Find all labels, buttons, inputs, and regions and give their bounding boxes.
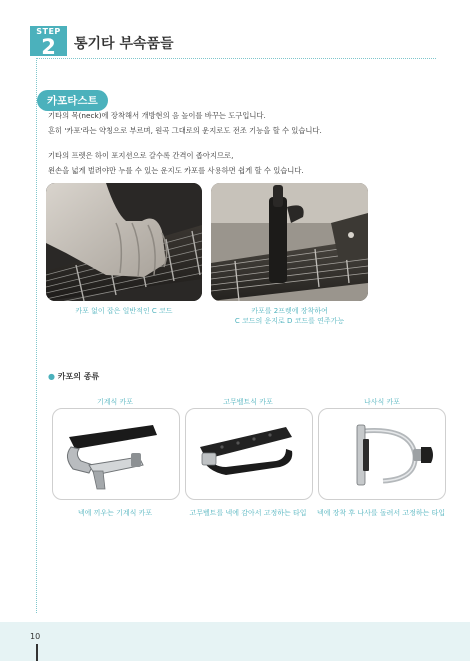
- step-badge: [30, 26, 67, 59]
- page-title: 통기타 부속품들: [74, 36, 174, 52]
- rubber-belt-capo-icon: [186, 409, 312, 499]
- photo-caption-with-capo-line-1: 카포를 2프렛에 장착하여: [251, 307, 328, 315]
- paragraph-1-line-2: 흔히 '카포'라는 약칭으로 부르며, 원곡 그대로의 운지로도 전조 기능을 할 수 있습니다.: [48, 126, 322, 135]
- step-word: STEP: [36, 27, 61, 36]
- page-number-line: [36, 644, 38, 661]
- photo-without-capo: [46, 183, 202, 301]
- capo-card-mechanical: [52, 408, 180, 500]
- footer-band: [0, 622, 470, 661]
- paragraph-1-line-1: 기타의 목(neck)에 장착해서 개방현의 음 높이를 바꾸는 도구입니다.: [48, 111, 266, 120]
- capo-type-label-2: 고무벨트식 카포: [223, 398, 273, 406]
- photo-caption-without-capo: 카포 없이 잡은 일반적인 C 코드: [75, 307, 173, 315]
- paragraph-2-line-2: 왼손을 넓게 벌려야만 누를 수 있는 운지도 카포를 사용하면 쉽게 할 수 있습니다.: [48, 166, 304, 175]
- capo-on-neck-illustration: [211, 183, 368, 301]
- left-dotted-guide: [36, 58, 37, 613]
- paragraph-2: [48, 148, 304, 178]
- capo-type-caption-2: 고무벨트를 넥에 감아서 고정하는 타입: [189, 509, 307, 517]
- photo-with-capo: [211, 183, 368, 301]
- guitar-hand-illustration: [46, 183, 202, 301]
- page-number: 10: [30, 632, 41, 641]
- mechanical-capo-icon: [53, 409, 179, 499]
- photo-caption-with-capo-line-2: C 코드의 운지로 D 코드를 연주가능: [234, 317, 345, 325]
- photo-caption-with-capo: [211, 306, 368, 326]
- capo-type-caption-3: 넥에 장착 후 나사를 돌려서 고정하는 타입: [316, 509, 446, 517]
- paragraph-1: [48, 108, 322, 138]
- top-dotted-guide: [36, 58, 436, 59]
- capo-card-screw: [318, 408, 446, 500]
- capo-type-caption-1: 넥에 끼우는 기계식 카포: [77, 509, 153, 517]
- capo-types-heading: [48, 371, 99, 382]
- capo-card-rubber-belt: [185, 408, 313, 500]
- step-number: 2: [41, 35, 56, 59]
- paragraph-2-line-1: 기타의 프렛은 하이 포지션으로 갈수록 간격이 좁아지므로,: [48, 151, 234, 160]
- capo-types-heading-text: 카포의 종류: [57, 372, 100, 381]
- bullet-icon: ●: [48, 372, 55, 381]
- screw-capo-icon: [319, 409, 445, 499]
- capo-type-label-1: 기계식 카포: [96, 398, 134, 406]
- capo-type-label-3: 나사식 카포: [363, 398, 401, 406]
- section-tag: 카포타스트: [37, 90, 108, 111]
